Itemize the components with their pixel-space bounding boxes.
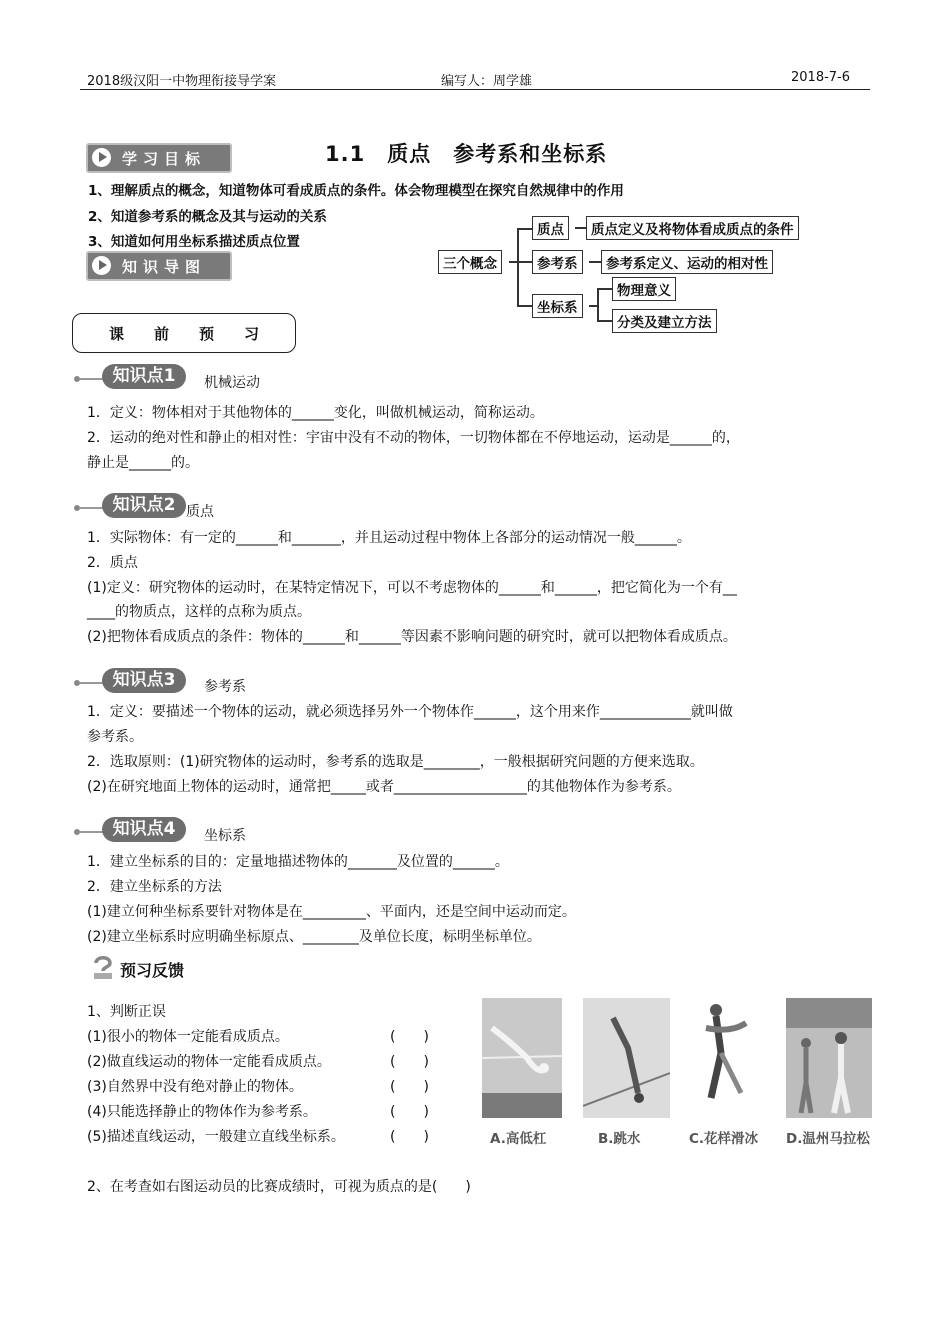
question-icon [92,954,114,980]
feedback-title: 预习反馈 [120,961,185,980]
header-date: 2018-7-6 [791,70,851,85]
play-icon [92,148,111,167]
bullet-line [80,831,104,833]
goal-item: 2、知道参考系的概念及其与运动的关系 [88,209,327,225]
kp-badge: 知识点3 [102,668,186,693]
judgement-item: (4)只能选择静止的物体作为参考系。 [87,1104,317,1120]
connector [589,261,601,263]
connector [575,227,586,229]
mindmap-node-particle: 质点 [532,216,569,240]
photo-marathon [786,998,872,1118]
page-title: 1.1 质点 参考系和坐标系 [325,142,608,166]
header-left: 2018级汉阳一中物理衔接导学案 [87,74,277,89]
answer-paren: ( ) [390,1079,429,1095]
text-line: (1)建立何种坐标系要针对物体是在_________、平面内，还是空间中运动而定。 [87,904,576,920]
preview-box [72,313,296,353]
bullet-line [80,682,104,684]
answer-paren: ( ) [390,1054,429,1070]
mindmap-leaf: 分类及建立方法 [612,309,717,333]
mindmap-leaf: 参考系定义、运动的相对性 [601,250,773,274]
text-line: 1．建立坐标系的目的：定量地描述物体的_______及位置的______。 [87,854,509,870]
kp-badge: 知识点2 [102,493,186,518]
text-line: 参考系。 [87,729,143,745]
goals-pill [86,143,232,173]
connector [517,228,532,230]
connector [597,320,612,322]
mindmap-node-coordinate: 坐标系 [532,294,583,318]
connector [597,288,612,290]
mindmap-root: 三个概念 [438,250,502,274]
connector [509,261,517,263]
text-line: (1)定义：研究物体的运动时，在某特定情况下，可以不考虑物体的______和______，把它简化为一个有__ [87,580,737,596]
mindmap-leaf: 质点定义及将物体看成质点的条件 [586,216,799,240]
photo-caption: D.温州马拉松 [786,1131,870,1147]
judgement-item: (1)很小的物体一定能看成质点。 [87,1029,289,1045]
kp-badge: 知识点1 [102,364,186,389]
text-line: ____的物质点，这样的点称为质点。 [87,604,311,620]
mindmap-node-reference: 参考系 [532,250,583,274]
photo-caption: A.高低杠 [490,1131,547,1147]
text-line: (2)把物体看成质点的条件：物体的______和______等因素不影响问题的研究时，就可以把物体看成质点。 [87,629,737,645]
kp-label: 机械运动 [204,375,260,391]
bullet-line [80,378,104,380]
kp-label: 质点 [186,504,214,520]
text-line: 1．定义：物体相对于其他物体的______变化，叫做机械运动，简称运动。 [87,405,544,421]
photo-diving [583,998,670,1118]
kp-label: 参考系 [204,679,246,695]
photo-caption: B.跳水 [598,1131,641,1147]
goals-pill-label: 学习目标 [122,150,207,168]
text-line: 2．质点 [87,555,138,571]
header-rule [80,89,870,90]
question-2: 2、在考查如右图运动员的比赛成绩时，可视为质点的是( ) [87,1179,471,1195]
answer-paren: ( ) [390,1129,429,1145]
map-pill [86,251,232,281]
question-1: 1、判断正误 [87,1004,166,1020]
text-line: 1．定义：要描述一个物体的运动，就必须选择另外一个物体作______，这个用来作_____________就叫做 [87,704,733,720]
judgement-item: (3)自然界中没有绝对静止的物体。 [87,1079,303,1095]
text-line: 2．建立坐标系的方法 [87,879,222,895]
bullet-line [80,507,104,509]
connector [589,305,597,307]
kp-label: 坐标系 [204,828,246,844]
goal-item: 3、知道如何用坐标系描述质点位置 [88,234,300,250]
text-line: (2)建立坐标系时应明确坐标原点、________及单位长度，标明坐标单位。 [87,929,541,945]
text-line: 静止是______的。 [87,455,199,471]
answer-paren: ( ) [390,1029,429,1045]
judgement-item: (2)做直线运动的物体一定能看成质点。 [87,1054,331,1070]
photo-figure-skating [686,998,762,1118]
photo-uneven-bars [482,998,562,1118]
judgement-item: (5)描述直线运动，一般建立直线坐标系。 [87,1129,345,1145]
connector [597,288,599,320]
kp-badge: 知识点4 [102,817,186,842]
header-author: 编写人：周学雄 [441,74,533,89]
photo-caption: C.花样滑冰 [689,1131,759,1147]
answer-paren: ( ) [390,1104,429,1120]
text-line: 1．实际物体：有一定的______和_______，并且运动过程中物体上各部分的运动情况一般______。 [87,530,691,546]
play-icon [92,256,111,275]
connector [517,305,532,307]
text-line: (2)在研究地面上物体的运动时，通常把_____或者___________________的其他物体作为参考系。 [87,779,681,795]
mindmap-leaf: 物理意义 [612,277,676,301]
preview-label: 课前预习 [108,325,289,343]
goal-item: 1、理解质点的概念，知道物体可看成质点的条件。体会物理模型在探究自然规律中的作用 [88,183,624,199]
text-line: 2．选取原则：(1)研究物体的运动时，参考系的选取是________，一般根据研究问题的方便来选取。 [87,754,704,770]
text-line: 2．运动的绝对性和静止的相对性：宇宙中没有不动的物体，一切物体都在不停地运动，运动是______的， [87,430,740,446]
connector [517,261,532,263]
map-pill-label: 知识导图 [122,258,207,276]
connector [517,228,519,306]
